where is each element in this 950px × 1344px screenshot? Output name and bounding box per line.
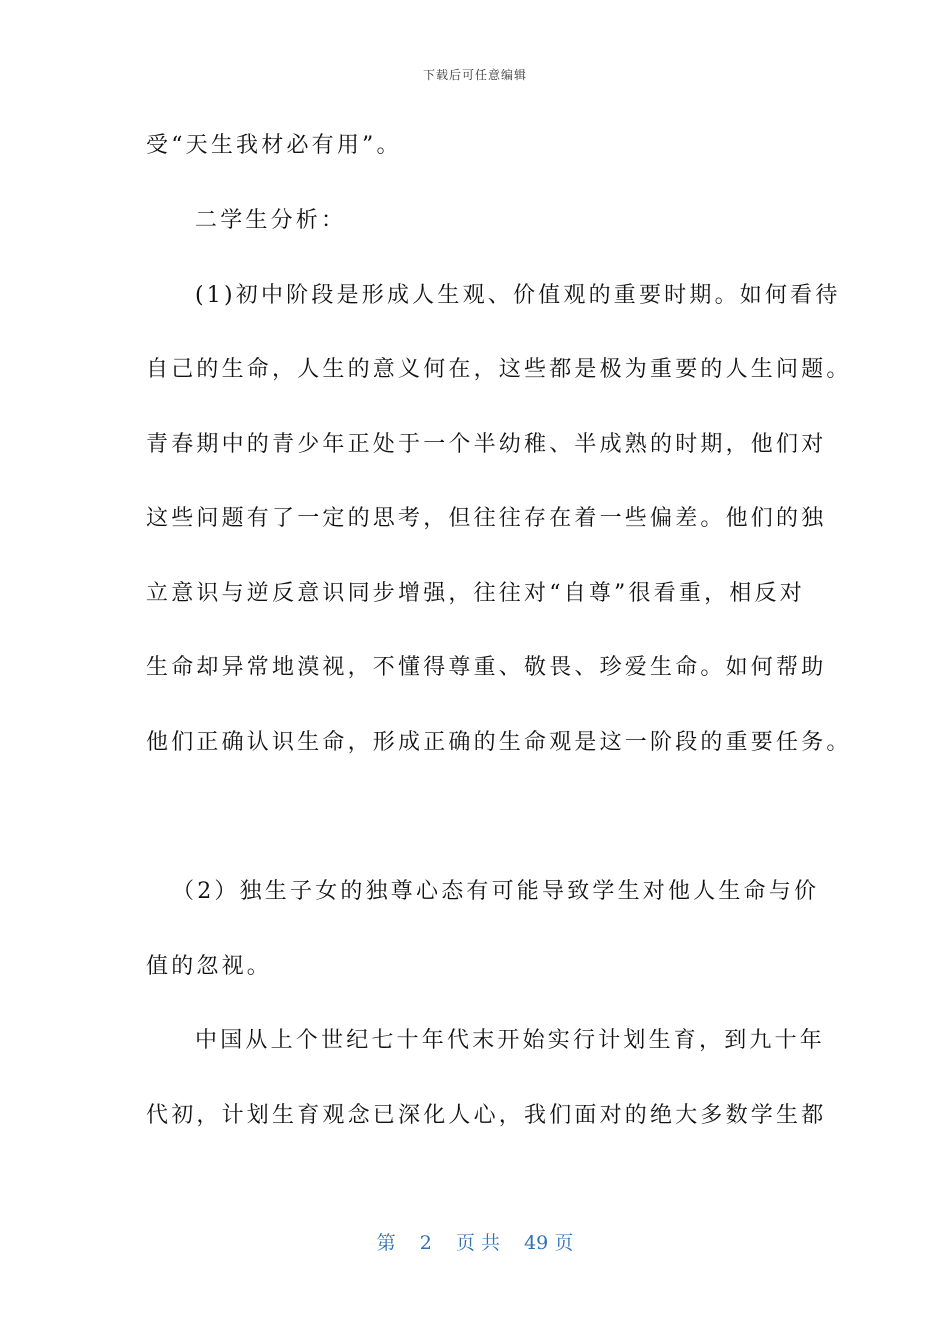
body-line: (1)初中阶段是形成人生观、价值观的重要时期。如何看待	[195, 283, 841, 308]
body-line: 生命却异常地漠视，不懂得尊重、敬畏、珍爱生命。如何帮助	[146, 655, 827, 680]
page-footer	[0, 1228, 950, 1255]
body-line: 值的忽视。	[146, 954, 273, 979]
page-current: 2	[419, 1232, 432, 1254]
body-line: 立意识与逆反意识同步增强，往往对“自尊”很看重，相反对	[146, 581, 805, 606]
body-line: （2）独生子女的独尊心态有可能导致学生对他人生命与价	[172, 879, 820, 904]
page-total: 49	[524, 1232, 549, 1254]
page-label-prefix: 第	[376, 1232, 396, 1254]
body-line: 青春期中的青少年正处于一个半幼稚、半成熟的时期，他们对	[146, 432, 827, 457]
body-line: 中国从上个世纪七十年代末开始实行计划生育，到九十年	[195, 1028, 826, 1053]
body-line: 受“天生我材必有用”。	[146, 133, 402, 158]
header-note: 下载后可任意编辑	[422, 68, 527, 82]
section-heading: 二学生分析：	[195, 208, 347, 233]
body-line: 这些问题有了一定的思考，但往往存在着一些偏差。他们的独	[146, 506, 827, 531]
page-label-mid: 页 共	[455, 1232, 500, 1254]
body-line: 自己的生命，人生的意义何在，这些都是极为重要的人生问题。	[146, 357, 852, 382]
body-line: 他们正确认识生命，形成正确的生命观是这一阶段的重要任务。	[146, 730, 852, 755]
page-label-suffix: 页	[554, 1232, 574, 1254]
body-line: 代初，计划生育观念已深化人心，我们面对的绝大多数学生都	[146, 1103, 827, 1128]
